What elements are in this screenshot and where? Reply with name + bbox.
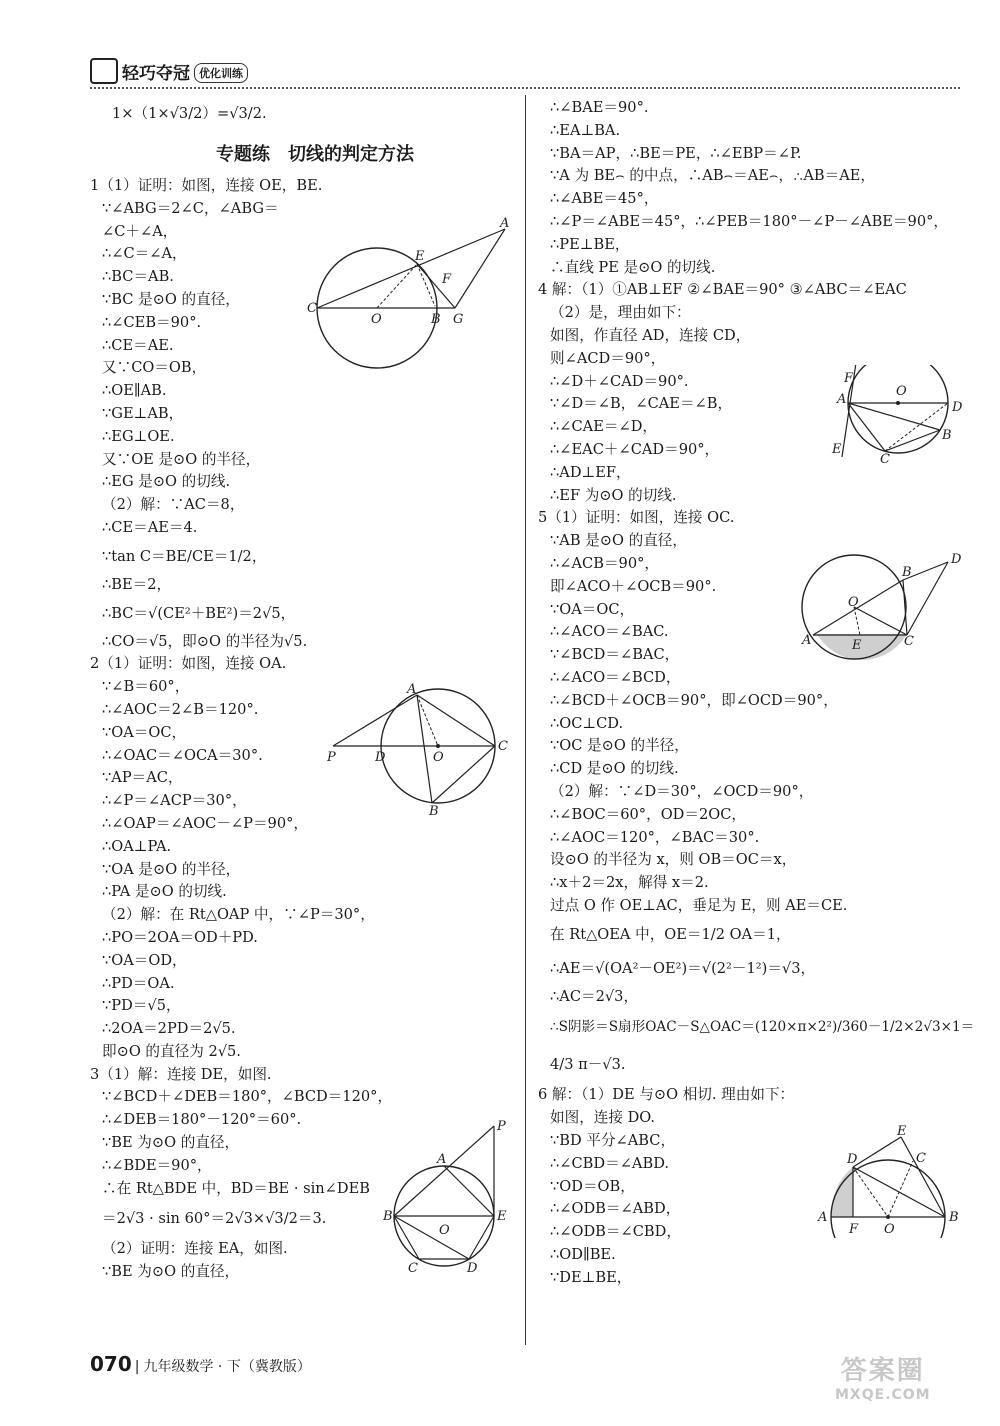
- text-line: ∴∠BCD＋∠OCB＝90°，即∠OCD＝90°，: [550, 691, 838, 709]
- fig4-center-dot: [896, 401, 900, 405]
- text-line: ∵AP＝AC，: [102, 769, 183, 787]
- fig4-line: [885, 403, 948, 451]
- figure-2: [325, 683, 515, 818]
- text-line: ∵∠BCD＋∠DEB＝180°，∠BCD＝120°，: [102, 1088, 393, 1106]
- brand-tag: 优化训练: [194, 63, 248, 83]
- text-line: ∵GE⊥AB，: [102, 404, 184, 422]
- text-line: ∵OA＝OD，: [102, 951, 187, 969]
- fig4-circle: [848, 365, 948, 453]
- text-line: ∴PD＝OA.: [102, 974, 175, 992]
- fig6-label: E: [897, 1124, 907, 1139]
- text-line: 又∵CO＝OB，: [102, 359, 207, 377]
- fig6-center-dot: [886, 1215, 890, 1219]
- figure-1: [305, 215, 520, 375]
- text-line: ∴∠D＋∠CAD＝90°.: [550, 372, 689, 390]
- text-line: ∵DE⊥BE，: [550, 1268, 632, 1286]
- text-line: ∵BC 是⊙O 的直径，: [102, 290, 240, 308]
- fig3-label: E: [497, 1209, 507, 1224]
- text-line: ∵OA 是⊙O 的半径，: [102, 860, 241, 878]
- text-line: ∴x＋2＝2x，解得 x＝2.: [550, 874, 709, 892]
- fig2-label: D: [375, 750, 386, 765]
- text-line: 4/3 π－√3.: [550, 1056, 626, 1074]
- figure-3: [383, 1118, 513, 1278]
- fig2-center-dot: [436, 744, 440, 748]
- text-line: （2）证明：连接 EA，如图.: [102, 1240, 288, 1258]
- text-line: ∴∠CEB＝90°.: [102, 313, 202, 331]
- text-line: ∵∠D＝∠B，∠CAE＝∠B，: [550, 395, 733, 413]
- text-line: ∴∠P＝∠ABE＝45°，∴∠PEB＝180°－∠P－∠ABE＝90°，: [550, 212, 949, 230]
- fig1-label: A: [500, 216, 510, 231]
- text-line: ∵OA＝OC，: [550, 600, 635, 618]
- fig4-label: A: [837, 392, 847, 407]
- text-line: ∴AE＝√(OA²－OE²)＝√(2²－1²)＝√3，: [550, 959, 816, 977]
- text-line: ∴EF 为⊙O 的切线.: [550, 486, 677, 504]
- watermark-url: MXQE.COM: [835, 1387, 931, 1403]
- fig6-label: C: [916, 1151, 926, 1166]
- section-title: 专题练 切线的判定方法: [216, 144, 414, 165]
- text-line: ∴∠CAE＝∠D，: [550, 418, 657, 436]
- text-line: ∴∠ACO＝∠BAC.: [550, 623, 669, 641]
- fig5-label: C: [904, 634, 914, 649]
- text-line: ∵AB 是⊙O 的直径，: [550, 532, 687, 550]
- text-line: ∴PA 是⊙O 的切线.: [102, 883, 227, 901]
- text-line: 如图，连接 DO.: [550, 1109, 656, 1127]
- text-line: （2）解：∵∠D＝30°，∠OCD＝90°，: [550, 782, 814, 800]
- text-line: ∴∠P＝∠ACP＝30°，: [102, 792, 247, 810]
- watermark-text: 答案圈: [840, 1356, 925, 1386]
- fig6-line: [888, 1161, 913, 1217]
- page-header: [90, 58, 960, 88]
- watermark: [835, 1350, 931, 1403]
- text-line: ∴∠ODB＝∠CBD，: [550, 1223, 681, 1241]
- fig3-label: D: [467, 1261, 478, 1276]
- text-line: ∴∠AOC＝2∠B＝120°.: [102, 700, 259, 718]
- fig4-label: C: [880, 452, 890, 465]
- text-line: ∴∠ABE＝45°，: [550, 190, 659, 208]
- text-line: ∴BE＝2，: [102, 575, 172, 593]
- text-line: ∴PE⊥BE，: [550, 235, 630, 253]
- brand-mark-icon: [90, 58, 118, 84]
- fig1-line: [317, 229, 505, 308]
- text-line: 4 解：（1）①AB⊥EF ②∠BAE＝90° ③∠ABC＝∠EAC: [538, 281, 907, 299]
- text-line: 5（1）证明：如图，连接 OC.: [538, 509, 735, 527]
- text-line: ∵BD 平分∠ABC，: [550, 1132, 676, 1150]
- fig4-line: [848, 403, 940, 430]
- text-line: （2）是，理由如下：: [550, 304, 691, 322]
- figure-4: [830, 365, 970, 465]
- text-line: 2（1）证明：如图，连接 OA.: [90, 655, 287, 673]
- text-line: ∴∠C＝∠A，: [102, 245, 187, 263]
- fig1-label: G: [453, 312, 464, 327]
- text-line: 又∵OE 是⊙O 的半径，: [102, 450, 261, 468]
- text-line: 则∠ACD＝90°，: [550, 349, 666, 367]
- fig5-line: [854, 607, 907, 635]
- text-line: ∴∠ACB＝90°，: [550, 554, 659, 572]
- fig3-line: [394, 1126, 494, 1216]
- text-line: ∴PO＝2OA＝OD＋PD.: [102, 928, 258, 946]
- fig2-label: B: [429, 804, 439, 818]
- text-line: ∴∠BDE＝90°，: [102, 1156, 212, 1174]
- text-line: ∴∠AOC＝120°，∠BAC＝30°.: [550, 828, 760, 846]
- text-line: ∵∠B＝60°，: [102, 678, 190, 696]
- fig2-label: O: [433, 750, 444, 765]
- fig5-shaded-segment: [817, 634, 907, 660]
- text-line: ∴CE＝AE＝4.: [102, 518, 198, 536]
- text-line: 在 Rt△OEA 中，OE＝1/2 OA＝1，: [550, 925, 791, 943]
- text-line: （2）解：∵AC＝8，: [102, 496, 245, 514]
- fig3-line: [469, 1216, 494, 1259]
- text-line: ∵BE 为⊙O 的直径，: [102, 1134, 240, 1152]
- fig2-label: C: [498, 739, 508, 754]
- fig1-label: F: [442, 272, 452, 287]
- header-rule: [90, 87, 960, 89]
- fig6-label: B: [949, 1210, 959, 1225]
- text-line: 如图，作直径 AD，连接 CD，: [550, 326, 751, 344]
- fig3-label: P: [497, 1119, 506, 1134]
- fig3-line: [394, 1216, 469, 1259]
- fig3-label: C: [408, 1261, 418, 1276]
- text-line: ∴S阴影＝S扇形OAC－S△OAC＝(120×π×2²)/360－1/2×2√3×1＝: [550, 1019, 975, 1036]
- fig2-line: [417, 695, 495, 746]
- text-line: 过点 O 作 OE⊥AC，垂足为 E，则 AE＝CE.: [550, 896, 848, 914]
- fig5-line: [907, 562, 948, 635]
- fig5-label: D: [951, 552, 962, 567]
- text-line: ∴CO＝√5，即⊙O 的半径为√5.: [102, 632, 308, 650]
- fig6-line: [853, 1137, 901, 1167]
- text-line: 即∠ACO＋∠OCB＝90°.: [550, 577, 717, 595]
- text-line: ∴EG 是⊙O 的切线.: [102, 473, 231, 491]
- brand-name: 轻巧夺冠: [122, 64, 190, 84]
- text-line: ∴∠EAC＋∠CAD＝90°，: [550, 440, 720, 458]
- page-number: 070: [90, 1352, 132, 1376]
- fig6-label: F: [849, 1222, 859, 1237]
- column-divider: [525, 95, 526, 1345]
- fig6-label: O: [884, 1222, 895, 1237]
- fig1-label: C: [307, 301, 317, 316]
- text-line: ∴∠ODB＝∠ABD，: [550, 1200, 681, 1218]
- fig3-line: [394, 1216, 419, 1259]
- text-line: ∴2OA＝2PD＝2√5.: [102, 1020, 236, 1038]
- fig5-label: A: [802, 633, 812, 648]
- fig4-label: D: [952, 400, 963, 415]
- text-line: ∴∠OAP＝∠AOC－∠P＝90°，: [102, 814, 309, 832]
- text-line: ∴EA⊥BA.: [550, 121, 621, 139]
- text-line: ∴∠DEB＝180°－120°＝60°.: [102, 1111, 302, 1129]
- text-line: 3（1）解：连接 DE，如图.: [90, 1065, 272, 1083]
- text-line: ∴OA⊥PA.: [102, 837, 172, 855]
- text-line: ∴CD 是⊙O 的切线.: [550, 760, 679, 778]
- text-line: ∵OA＝OC，: [102, 723, 187, 741]
- fig1-line: [377, 264, 417, 308]
- fig6-label: D: [847, 1152, 858, 1167]
- fig2-label: P: [327, 750, 336, 765]
- text-line: ∵PD＝√5，: [102, 997, 181, 1015]
- fig1-label: B: [431, 312, 441, 327]
- text-line: ∴BC＝AB.: [102, 268, 174, 286]
- text-line: ∴∠ACO＝∠BCD，: [550, 668, 681, 686]
- text-line: ∴∠OAC＝∠OCA＝30°.: [102, 746, 263, 764]
- fig4-label: E: [832, 442, 842, 457]
- fig6-line: [853, 1167, 888, 1217]
- fig2-line: [417, 695, 432, 803]
- text-line: ∴OE∥AB.: [102, 382, 167, 400]
- fig5-line: [854, 607, 860, 635]
- text-line: ∵BE 为⊙O 的直径，: [102, 1263, 240, 1281]
- fig5-label: O: [848, 595, 859, 610]
- text-line: ∵∠BCD＝∠BAC，: [550, 646, 680, 664]
- text-line: ∴在 Rt△BDE 中，BD＝BE · sin∠DEB: [102, 1179, 370, 1197]
- text-line: 6 解：（1）DE 与⊙O 相切. 理由如下：: [538, 1086, 795, 1104]
- text-line: 设⊙O 的半径为 x，则 OB＝OC＝x，: [550, 851, 797, 869]
- fig4-label: B: [942, 428, 952, 443]
- text-line: ∠C＋∠A，: [102, 222, 178, 240]
- text-line: ∵OC 是⊙O 的半径，: [550, 737, 689, 755]
- fig1-label: O: [371, 312, 382, 327]
- text-line: ∴OD∥BE.: [550, 1246, 616, 1264]
- fig4-label: F: [844, 371, 854, 386]
- text-line: ∴直线 PE 是⊙O 的切线.: [550, 258, 716, 276]
- text-line: （2）解：在 Rt△OAP 中，∵∠P＝30°，: [102, 906, 375, 924]
- fig4-label: O: [896, 384, 907, 399]
- fig3-label: A: [437, 1152, 447, 1167]
- text-line: ∴∠BAE＝90°.: [550, 99, 649, 116]
- page-footer: 070 | 九年级数学 · 下（冀教版）: [90, 1352, 311, 1376]
- text-line: ∴CE＝AE.: [102, 336, 174, 354]
- text-line: ∵A 为 BE⌢ 的中点，∴AB⌢＝AE⌢，∴AB＝AE，: [550, 167, 875, 185]
- fig3-label: O: [439, 1223, 450, 1238]
- text-line: 1（1）证明：如图，连接 OE，BE.: [90, 177, 323, 194]
- text-line: ∵∠ABG＝2∠C，∠ABG＝: [102, 199, 279, 217]
- text-line: ∴AD⊥EF，: [550, 463, 631, 481]
- right-column: [538, 97, 975, 1290]
- fig1-line: [455, 229, 505, 308]
- text-line: 1×（1×√3/2）=√3/2.: [112, 105, 267, 122]
- fig1-label: E: [415, 249, 425, 264]
- fig2-line: [333, 695, 417, 746]
- text-line: ∵tan C＝BE/CE＝1/2，: [102, 547, 267, 565]
- figure-5: [798, 548, 970, 663]
- text-line: ∵BA＝AP，∴BE＝PE，∴∠EBP＝∠P.: [550, 144, 802, 162]
- book-title: 九年级数学 · 下（冀教版）: [143, 1359, 311, 1375]
- text-line: 即⊙O 的直径为 2√5.: [102, 1042, 241, 1060]
- text-line: ∴∠BOC＝60°，OD＝2OC，: [550, 805, 746, 823]
- text-line: ∴OC⊥CD.: [550, 714, 624, 732]
- text-line: ∴AC＝2√3，: [550, 987, 639, 1005]
- fig5-label: E: [852, 638, 862, 653]
- text-line: ∵OD＝OB，: [550, 1177, 635, 1195]
- figure-6: [815, 1123, 970, 1238]
- brand-logo: [90, 58, 248, 84]
- fig5-label: B: [902, 565, 912, 580]
- text-line: ＝2√3 · sin 60°＝2√3×√3/2＝3.: [102, 1210, 327, 1228]
- text-line: ∴∠CBD＝∠ABD.: [550, 1154, 670, 1172]
- text-line: ∴BC＝√(CE²＋BE²)＝2√5，: [102, 604, 296, 622]
- fig3-label: B: [383, 1209, 393, 1224]
- fig6-label: A: [818, 1210, 828, 1225]
- text-line: ∴EG⊥OE.: [102, 427, 175, 445]
- fig2-label: A: [407, 683, 417, 697]
